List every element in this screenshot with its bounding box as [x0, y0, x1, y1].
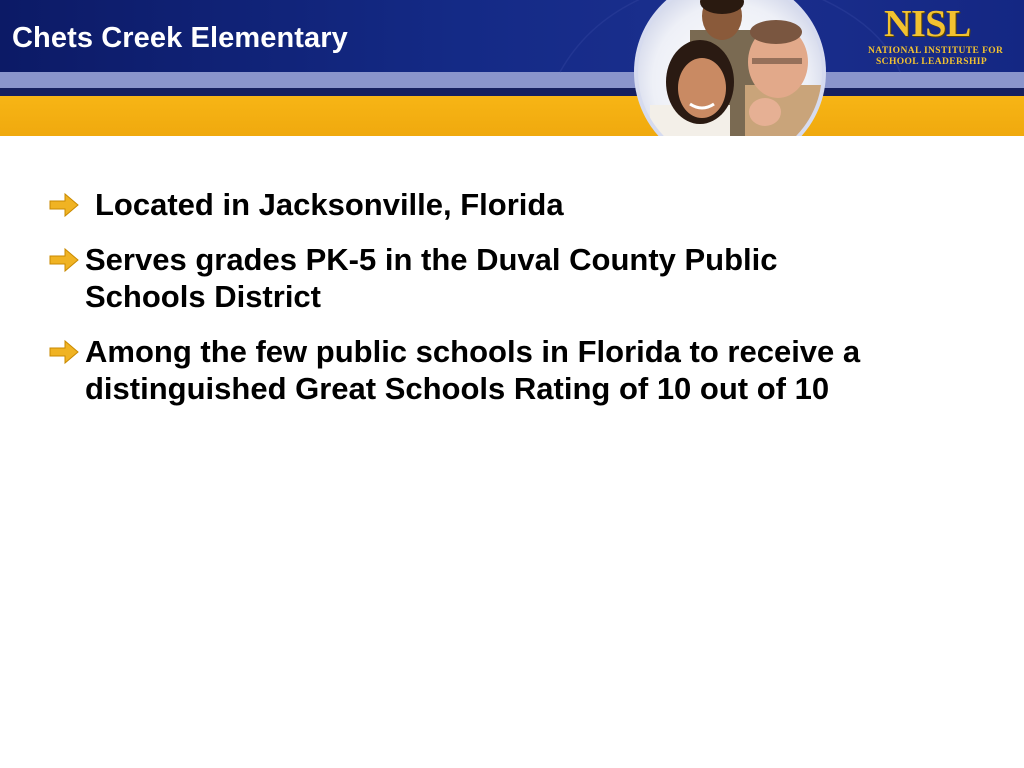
arrow-right-icon	[48, 247, 80, 273]
bullet-item	[48, 241, 888, 315]
bullet-item	[48, 186, 888, 223]
bullet-text: Among the few public schools in Florida to receive a distinguished Great Schools Rating of 10 out of 10	[85, 334, 861, 406]
header-banner	[0, 0, 1024, 136]
logo-subtitle-line2: SCHOOL LEADERSHIP	[876, 57, 988, 67]
bullet-text: Serves grades PK-5 in the Duval County Public Schools District	[85, 242, 778, 314]
arrow-right-icon	[48, 339, 80, 365]
nisl-logo	[862, 0, 1022, 72]
bullet-list	[48, 186, 888, 425]
slide-title: Chets Creek Elementary	[12, 22, 348, 54]
bullet-item	[48, 333, 888, 407]
bullet-text: Located in Jacksonville, Florida	[95, 187, 564, 222]
arrow-right-icon	[48, 192, 80, 218]
logo-subtitle-line1: NATIONAL INSTITUTE FOR	[868, 46, 1004, 56]
logo-mark: NISL	[884, 3, 971, 45]
